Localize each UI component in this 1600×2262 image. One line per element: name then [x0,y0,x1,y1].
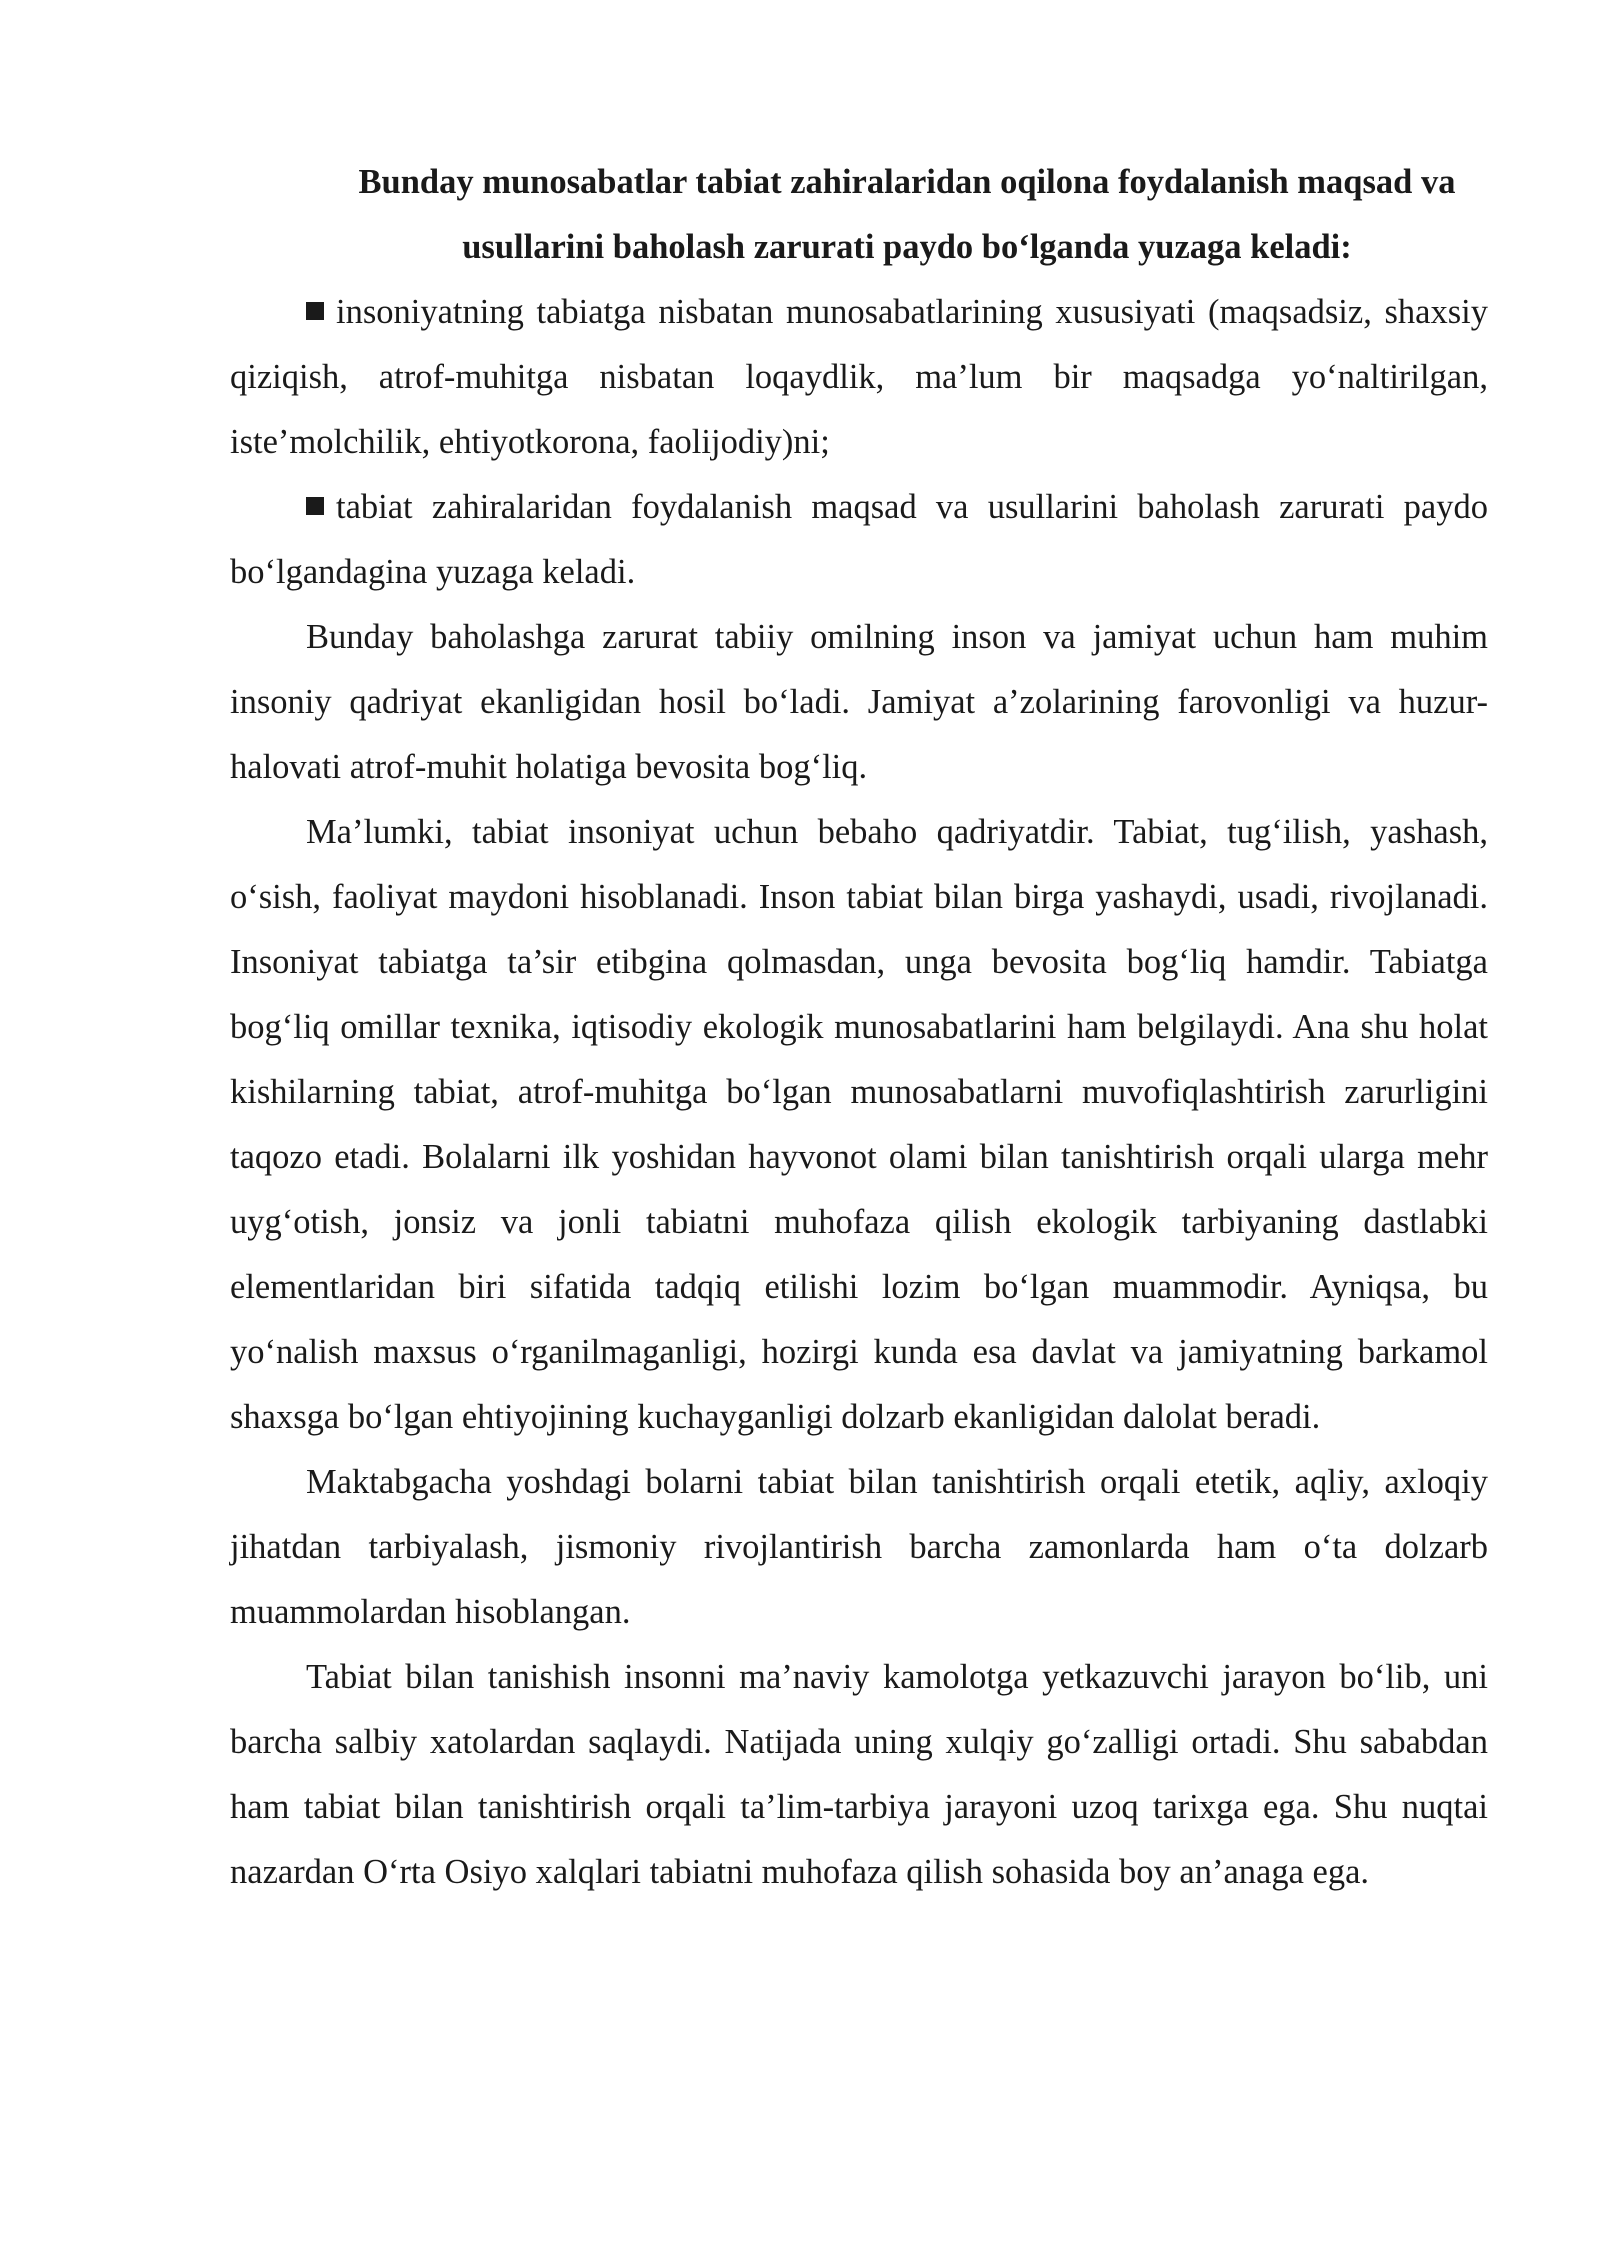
bullet-text: insoniyatning tabiatga nisbatan munosabatlarining xususiyati (maqsadsiz, shaxsiy qiziqish, atrof-muhitga nisbatan loqaydlik, ma’lum bir maqsadga yo‘naltirilgan, iste’molchilik, ehtiyotkorona, faolijodiy)ni; [230,293,1488,461]
bullet-item [230,280,1488,475]
paragraph: Maktabgacha yoshdagi bolarni tabiat bilan tanishtirish orqali etetik, aqliy, axloqiy jihatdan tarbiyalash, jismoniy rivojlantirish barcha zamonlarda ham o‘ta dolzarb muammolardan hisoblangan. [230,1463,1488,1631]
square-bullet-icon [306,497,324,515]
square-bullet-icon [306,302,324,320]
document-page [230,150,1488,1905]
bullet-text: tabiat zahiralaridan foydalanish maqsad va usullarini baholash zarurati paydo bo‘lgandagina yuzaga keladi. [230,488,1488,591]
section-heading: Bunday munosabatlar tabiat zahiralaridan oqilona foydalanish maqsad va usullarini baholash zarurati paydo bo‘lganda yuzaga keladi: [358,163,1456,266]
bullet-item [230,475,1488,605]
paragraph: Tabiat bilan tanishish insonni ma’naviy kamolotga yetkazuvchi jarayon bo‘lib, uni barcha salbiy xatolardan saqlaydi. Natijada uning xulqiy go‘zalligi ortadi. Shu sababdan ham tabiat bilan tanishtirish orqali ta’lim-tarbiya jarayoni uzoq tarixga ega. Shu nuqtai nazardan O‘rta Osiyo xalqlari tabiatni muhofaza qilish sohasida boy an’anaga ega. [230,1658,1488,1891]
paragraph: Ma’lumki, tabiat insoniyat uchun bebaho qadriyatdir. Tabiat, tug‘ilish, yashash, o‘sish, faoliyat maydoni hisoblanadi. Inson tabiat bilan birga yashaydi, usadi, rivojlanadi. Insoniyat tabiatga ta’sir etibgina qolmasdan, unga bevosita bog‘liq hamdir. Tabiatga bog‘liq omillar texnika, iqtisodiy ekologik munosabatlarini ham belgilaydi. Ana shu holat kishilarning tabiat, atrof-muhitga bo‘lgan munosabatlarni muvofiqlashtirish zarurligini taqozo etadi. Bolalarni ilk yoshidan hayvonot olami bilan tanishtirish orqali ularga mehr uyg‘otish, jonsiz va jonli tabiatni muhofaza qilish ekologik tarbiyaning dastlabki elementlaridan biri sifatida tadqiq etilishi lozim bo‘lgan muammodir. Ayniqsa, bu yo‘nalish maxsus o‘rganilmaganligi, hozirgi kunda esa davlat va jamiyatning barkamol shaxsga bo‘lgan ehtiyojining kuchayganligi dolzarb ekanligidan dalolat beradi. [230,813,1488,1436]
paragraph: Bunday baholashga zarurat tabiiy omilning inson va jamiyat uchun ham muhim insoniy qadriyat ekanligidan hosil bo‘ladi. Jamiyat a’zolarining farovonligi va huzur-halovati atrof-muhit holatiga bevosita bog‘liq. [230,618,1488,786]
